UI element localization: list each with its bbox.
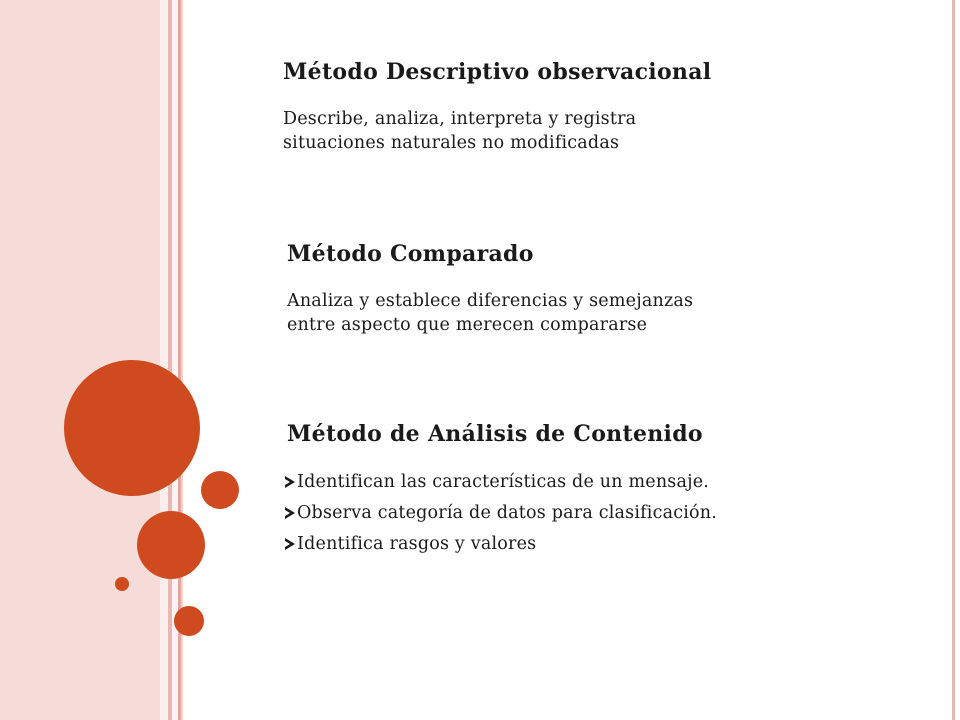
arrow-bullet-icon (285, 507, 295, 519)
text-line: entre aspecto que merecen compararse (287, 315, 648, 335)
bullet-item (285, 500, 927, 531)
text-line: Describe, analiza, interpreta y registra (283, 109, 637, 129)
bullet-text: Observa categoría de datos para clasificación. (297, 503, 718, 523)
medium-circle (137, 511, 205, 579)
tiny-circle (115, 577, 129, 591)
section-descriptivo (283, 59, 923, 155)
section-heading: Método Comparado (287, 241, 534, 267)
section-heading: Método Descriptivo observacional (283, 59, 712, 85)
section-heading: Método de Análisis de Contenido (287, 421, 703, 447)
section-text (283, 107, 923, 155)
right-edge-stripe (952, 0, 955, 720)
small-circle (174, 606, 204, 636)
arrow-bullet-icon (285, 476, 295, 488)
small-circle (201, 471, 239, 509)
bullet-item (285, 469, 927, 500)
large-circle (64, 360, 200, 496)
text-line: situaciones naturales no modificadas (283, 133, 620, 153)
section-text (287, 289, 927, 337)
bullet-list (285, 469, 927, 562)
section-analisis-contenido (287, 421, 927, 562)
bullet-text: Identifica rasgos y valores (297, 534, 537, 554)
section-comparado (287, 241, 927, 337)
text-line: Analiza y establece diferencias y semejanzas (287, 291, 694, 311)
arrow-bullet-icon (285, 538, 295, 550)
decorative-stripe (160, 0, 168, 720)
bullet-item (285, 531, 927, 562)
bullet-text: Identifican las características de un mensaje. (297, 472, 710, 492)
